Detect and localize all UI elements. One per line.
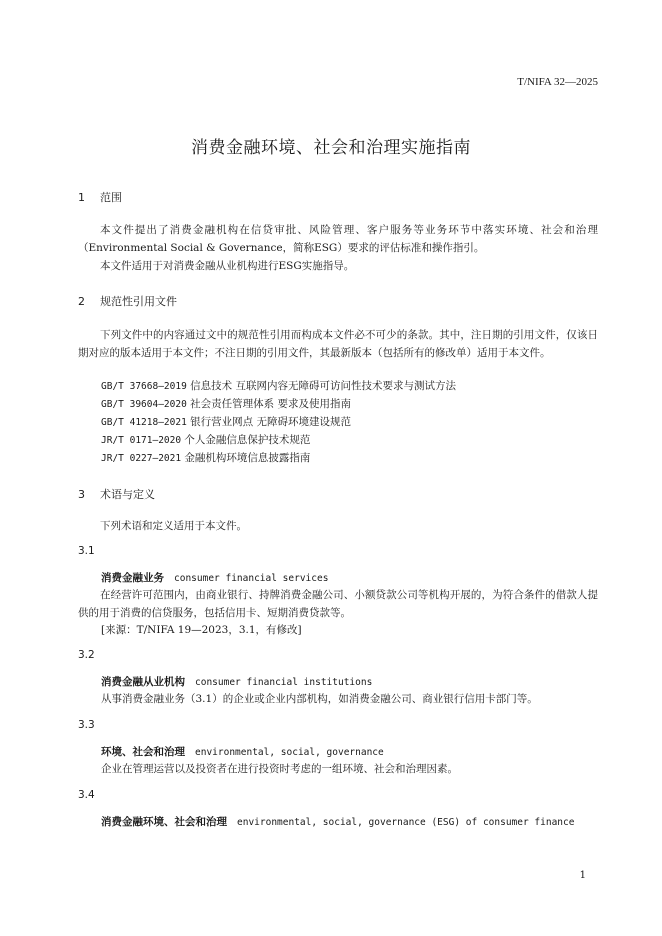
term-number: 3.4 [78, 789, 95, 801]
term-number: 3.3 [78, 719, 95, 731]
scope-paragraph-2: 本文件适用于对消费金融从业机构进行ESG实施指导。 [100, 260, 355, 272]
reference-item [101, 414, 351, 429]
term-en: consumer financial services [174, 573, 329, 584]
term-number: 3.1 [78, 545, 95, 557]
reference-code: GB/T 41218—2021 [101, 417, 187, 428]
term-heading [101, 570, 328, 585]
reference-item [101, 396, 351, 411]
reference-code: GB/T 39604—2020 [101, 399, 187, 410]
reference-item [101, 450, 310, 465]
scope-paragraph-1: 本文件提出了消费金融机构在信贷审批、风险管理、客户服务等业务环节中落实环境、社会和治理（Environmental Social & Governance，简称ESG）要求的评估标准和操作指引。 [78, 224, 598, 254]
section-number: 1 [78, 191, 85, 204]
term-zh: 消费金融从业机构 [101, 676, 185, 688]
term-definition: 企业在管理运营以及投资者在进行投资时考虑的一组环境、社会和治理因素。 [101, 763, 458, 775]
reference-title: 金融机构环境信息披露指南 [184, 452, 311, 464]
section-title: 规范性引用文件 [100, 295, 177, 308]
section-number: 2 [78, 295, 85, 308]
term-zh: 消费金融业务 [101, 572, 164, 584]
term-zh: 消费金融环境、社会和治理 [101, 816, 227, 828]
reference-code: JR/T 0227—2021 [101, 453, 182, 464]
term-number: 3.2 [78, 649, 95, 661]
term-source: [来源：T/NIFA 19—2023，3.1，有修改] [101, 624, 302, 636]
terms-intro: 下列术语和定义适用于本文件。 [100, 520, 247, 532]
standard-number: T/NIFA 32—2025 [517, 76, 598, 88]
section-title: 范围 [100, 191, 122, 204]
section-title: 术语与定义 [100, 488, 155, 501]
term-en: consumer financial institutions [195, 677, 373, 688]
reference-title: 银行营业网点 无障碍环境建设规范 [190, 416, 351, 428]
term-en: environmental, social, governance [195, 747, 384, 758]
term-heading [101, 744, 384, 759]
section-1-heading [78, 189, 122, 205]
page-number: 1 [579, 870, 586, 881]
reference-item [101, 378, 456, 393]
section-2-heading [78, 293, 177, 309]
term-heading [101, 814, 574, 829]
section-number: 3 [78, 488, 85, 501]
section-3-heading [78, 486, 155, 502]
term-zh: 环境、社会和治理 [101, 746, 185, 758]
term-definition: 从事消费金融业务（3.1）的企业或企业内部机构，如消费金融公司、商业银行信用卡部门等。 [101, 693, 538, 705]
reference-title: 信息技术 互联网内容无障碍可访问性技术要求与测试方法 [190, 380, 456, 392]
reference-title: 个人金融信息保护技术规范 [184, 434, 311, 446]
reference-item [101, 432, 310, 447]
reference-code: JR/T 0171—2020 [101, 435, 182, 446]
references-intro: 下列文件中的内容通过文中的规范性引用而构成本文件必不可少的条款。其中，注日期的引用文件，仅该日期对应的版本适用于本文件；不注日期的引用文件，其最新版本（包括所有的修改单）适用于本文件。 [78, 329, 598, 359]
term-heading [101, 674, 372, 689]
term-en: environmental, social, governance (ESG) of consumer finance [237, 817, 575, 828]
reference-title: 社会责任管理体系 要求及使用指南 [190, 398, 351, 410]
term-definition: 在经营许可范围内，由商业银行、持牌消费金融公司、小额贷款公司等机构开展的，为符合条件的借款人提供的用于消费的信贷服务，包括信用卡、短期消费贷款等。 [78, 589, 598, 619]
document-title: 消费金融环境、社会和治理实施指南 [191, 138, 471, 158]
reference-code: GB/T 37668—2019 [101, 381, 187, 392]
